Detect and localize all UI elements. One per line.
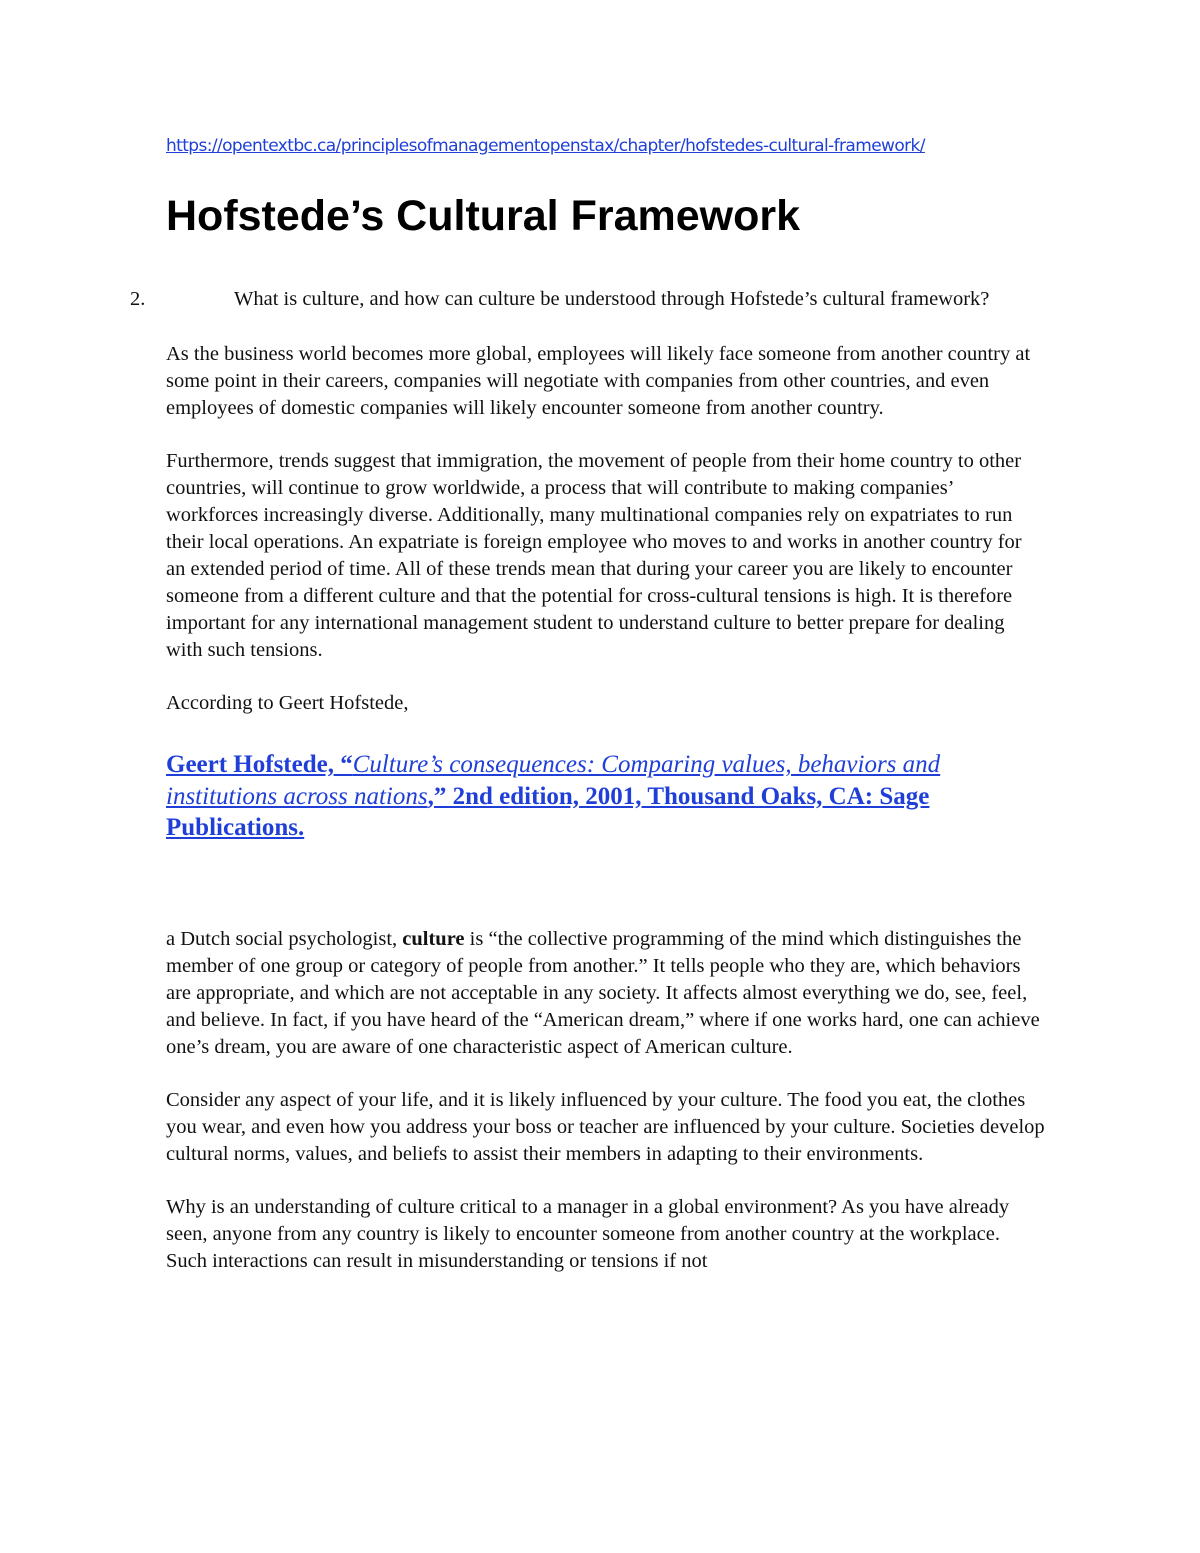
culture-term: culture (402, 927, 465, 950)
citation-link[interactable] (166, 749, 1046, 844)
question-text: What is culture, and how can culture be understood through Hofstede’s cultural framework? (234, 288, 990, 310)
definition-lead: a Dutch social psychologist, (166, 927, 403, 950)
citation-publication: ,” 2nd edition, 2001, Thousand Oaks, CA: Sage Publications. (166, 782, 930, 841)
question-item (130, 286, 1046, 313)
question-number: 2. (130, 288, 146, 310)
paragraph-manager-understanding: Why is an understanding of culture critical to a manager in a global environment? As you have already seen, anyone from any country is likely to encounter someone from another country at the workplace. Such interactions can result in misunderstanding or tensions if not (166, 1195, 1010, 1272)
document-body (130, 132, 1046, 1301)
paragraph-according-to: According to Geert Hofstede, (166, 692, 409, 714)
definition-rest: is “the collective programming of the mind which distinguishes the member of one group or category of people from another.” It tells people who they are, which behaviors are appropriate, and which are not acceptable in any society. It affects almost everything we do, see, feel, and believe. In fact, if you have heard of the “American dream,” where if one works hard, one can achieve one’s dream, you are aware of one characteristic aspect of American culture. (166, 927, 1040, 1058)
paragraph-globalization: As the business world becomes more global, employees will likely face someone from another country at some point in their careers, companies will negotiate with companies from other countries, and even employees of domestic companies will likely encounter someone from another country. (166, 343, 1031, 419)
citation-author: Geert Hofstede, “ (166, 751, 353, 778)
source-url-link[interactable]: https://opentextbc.ca/principlesofmanagementopenstax/chapter/hofstedes-cultural-framework/ (166, 136, 925, 156)
paragraph-cultural-influence: Consider any aspect of your life, and it is likely influenced by your culture. The food you eat, the clothes you wear, and even how you address your boss or teacher are influenced by your culture. Societies develop cultural norms, values, and beliefs to assist their members in adapting to their environments. (166, 1088, 1045, 1165)
paragraph-immigration-trends: Furthermore, trends suggest that immigration, the movement of people from their home country to other countries, will continue to grow worldwide, a process that will contribute to making companies’ workforces increasingly diverse. Additionally, many multinational companies rely on expatriates to run their local operations. An expatriate is foreign employee who moves to and works in another country for an extended period of time. All of these trends mean that during your career you are likely to encounter someone from a different culture and that the potential for cross-cultural tensions is high. It is therefore important for any international management student to understand culture to better prepare for dealing with such tensions. (166, 450, 1022, 661)
paragraph-culture-definition (166, 926, 1046, 1061)
citation-title: Culture’s consequences: Comparing values, behaviors and institutions across nations (166, 751, 941, 810)
page-title: Hofstede’s Cultural Framework (166, 192, 800, 240)
